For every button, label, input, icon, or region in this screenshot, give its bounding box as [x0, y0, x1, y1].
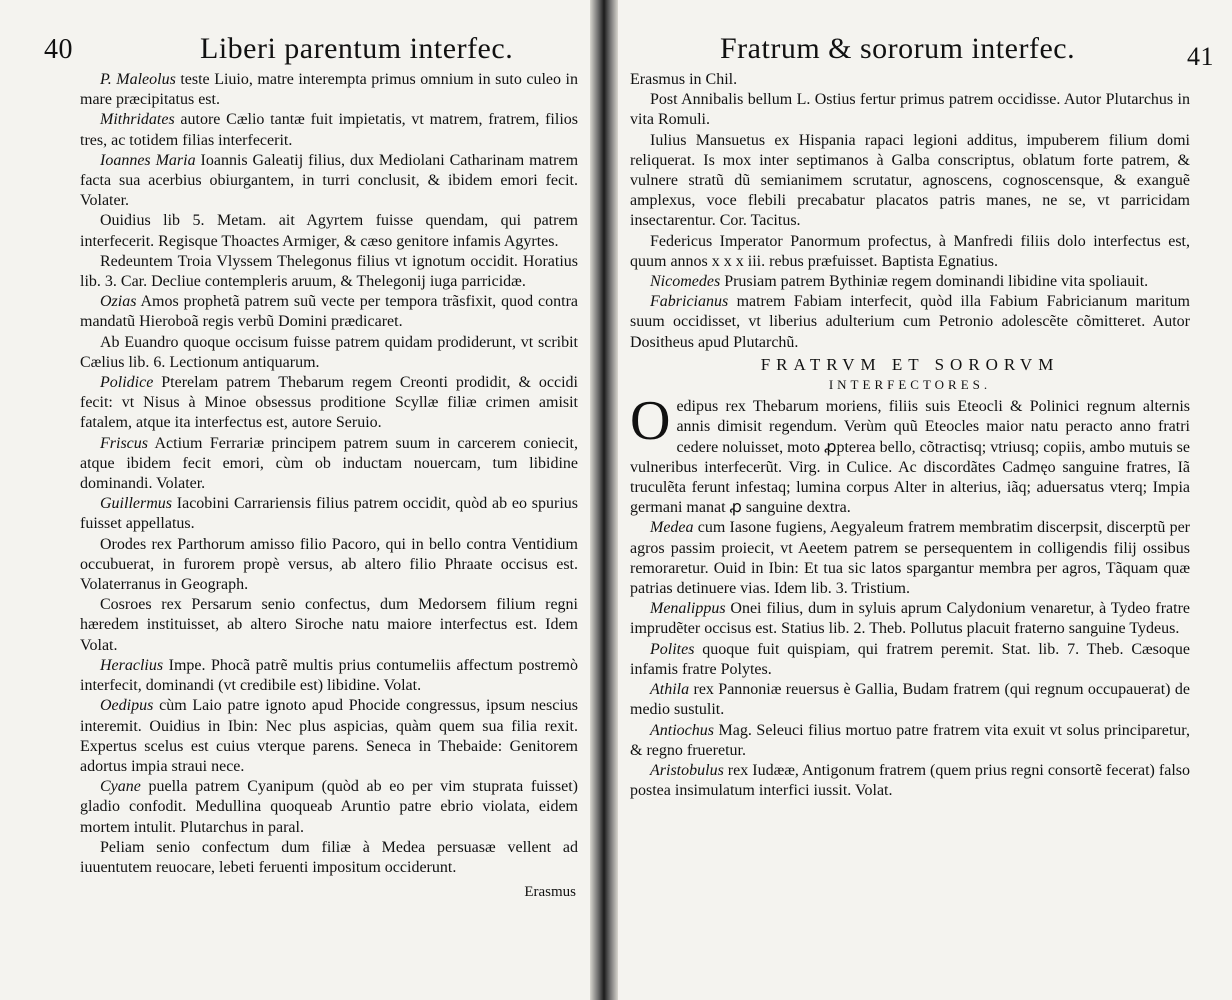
paragraph-text: Peliam senio confectum dum filiæ à Medea persuasæ vellent ad iuuentutem reuocare, lebeti feruenti impositum occiderunt. [80, 838, 578, 876]
paragraph [630, 292, 1190, 353]
paragraph [80, 595, 578, 656]
paragraph [630, 232, 1190, 272]
paragraph-text: Iulius Mansuetus ex Hispania rapaci legioni additus, impuberem filium domi reliquerat. Is mox inter septimanos à Galba conscriptus, oblatum forte patrem, & vulnere stratũ dũ semianimem scrutatur, agnoscens, cognoscensque, & exanguẽ amplexus, voce flebili precabatur placatos patris manes, ne se, vt parricidam insectarentur. Cor. Tacitus. [630, 131, 1190, 230]
paragraph-lead-name: Fabricianus [650, 293, 729, 311]
paragraph-text: Orodes rex Parthorum amisso filio Pacoro, qui in bello contra Ventidium occubuerat, in furorem propè versus, ab altero filio Phraate occisus est. Volaterranus in Geograph. [80, 535, 578, 594]
paragraph [80, 373, 578, 434]
paragraph-lead-name: Athila [650, 681, 690, 699]
right-page-body [630, 70, 1190, 801]
paragraph-text: teste Liuio, matre interempta primus omnium in suto culeo in mare præcipitatus est. [80, 71, 578, 109]
paragraph-text: rex Pannoniæ reuersus è Gallia, Budam fratrem (qui regnum occupauerat) de medio sustulit. [630, 681, 1190, 719]
paragraph [630, 131, 1190, 232]
paragraph-lead-name: Medea [650, 519, 694, 537]
paragraph-text: Cosroes rex Persarum senio confectus, dum Medorsem filium regni hæredem instituisset, ab altero Siroche natu maiore interfectus est. Idem Volat. [80, 596, 578, 654]
paragraph [80, 838, 578, 878]
paragraph-text: Ab Euandro quoque occisum fuisse patrem quidam prodiderunt, vt scribit Cælius lib. 6. Lectionum antiquarum. [80, 333, 578, 371]
paragraph [80, 70, 578, 110]
first-paragraph-text: edipus rex Thebarum moriens, filiis suis Eteocli & Polinici regnum alternis annis dimisit regendum. Verùm quũ Eteocles maior natu peracto anno fratri cedere noluisset, moto ꝓpterea bello, cõtractisq; vtriusq; copiis, ambo mutuis se vulneribus interfecerũt. Virg. in Culice. Ac discordãtes Cadmęo sanguine fratres, Iã truculẽta ferunt infestaq; lumina corpus Alter in alterius, iãq; aduersatus vterq; Impia germani manat ꝓ sanguine dextra. [630, 398, 1190, 517]
paragraph-lead-name: Mithridates [100, 111, 175, 129]
paragraph-text: Actium Ferrariæ principem patrem suum in carcerem coniecit, atque ibidem fecit emori, cùm ob inductam nouercam, tum libidine dominandi. Volater. [80, 434, 578, 493]
left-header [44, 32, 578, 70]
paragraph-lead-name: Heraclius [100, 656, 164, 674]
left-page [0, 0, 590, 1000]
paragraph-text: Mag. Seleuci filius mortuo patre fratrem vita exuit vt solus principaretur, & regno frueretur. [630, 721, 1190, 759]
left-page-number: 40 [44, 34, 73, 65]
paragraph [630, 721, 1190, 761]
paragraph-text: Ouidius lib 5. Metam. ait Agyrtem fuisse quendam, qui patrem interfecerit. Regisque Thoactes Armiger, & cæso genitore infamis Agyrtes. [80, 212, 578, 250]
paragraph-text: cùm Laio patre ignoto apud Phocide congressus, ipsum nescius interemit. Ouidius in Ibin: Nec plus aspicias, quàm quem sua filia rexit. Expertus scelus est cuius vterque parens. Seneca in Thebaide: Genitorem adortus impia straui nece. [80, 697, 578, 775]
paragraph-lead-name: Ozias [100, 293, 137, 311]
drop-capital: O [630, 390, 671, 453]
paragraph-lead-name: Cyane [100, 778, 141, 796]
paragraph-text: rex Iudææ, Antigonum fratrem (quem prius regni consortẽ fecerat) falso postea insimulatum interfici iussit. Volat. [630, 761, 1190, 800]
paragraph-text: Erasmus in Chil. [630, 71, 738, 88]
paragraph-text: puella patrem Cyanipum (quòd ab eo per vim stuprata fuisset) gladio confodit. Medullina quoqueab Aruntio patre ebrio violata, eidem mortem intulit. Plutarchus in paral. [80, 778, 578, 836]
right-header [630, 32, 1214, 71]
paragraph-text: Iacobini Carrariensis filius patrem occidit, quòd ab eo spurius fuisset appellatus. [80, 495, 578, 533]
paragraph-text: quoque fuit quispiam, qui fratrem peremit. Stat. lib. 7. Theb. Cæsoque infamis fratre Polytes. [630, 640, 1190, 678]
paragraph [80, 494, 578, 534]
right-page-number: 41 [1187, 42, 1214, 71]
paragraph [630, 518, 1190, 599]
paragraph-text: Amos prophetã patrem suũ vecte per tempora trãsfixit, quod contra mandatũ Hieroboã regis verbũ Domini prædicaret. [80, 293, 578, 331]
paragraph-lead-name: Oedipus [100, 697, 154, 715]
paragraph-lead-name: Menalippus [650, 600, 726, 618]
left-running-title: Liberi parentum interfec. [200, 32, 514, 65]
paragraph-text: Post Annibalis bellum L. Ostius fertur primus patrem occidisse. Autor Plutarchus in vita Romuli. [630, 91, 1190, 129]
section-subtitle: INTERFECTORES. [828, 377, 992, 393]
paragraph-lead-name: Guillermus [100, 495, 172, 513]
right-page [618, 0, 1232, 1000]
paragraph [80, 333, 578, 373]
left-page-body [80, 70, 578, 878]
paragraph [80, 252, 578, 292]
paragraph-text: Pterelam patrem Thebarum regem Creonti prodidit, & occidi fecit: vt Nisus à Minoe obsessus proditione Scyllæ filiæ crimen amisit fatalem, atque ita interfectus est, autore Seruio. [80, 374, 578, 432]
book-gutter [590, 0, 618, 1000]
paragraph-text: Impe. Phocã patrẽ multis prius contumeliis affectum postremò interfecit, dominandi (vt credibile est) libidine. Volat. [80, 656, 578, 695]
paragraph-lead-name: Polidice [100, 374, 154, 392]
paragraph-text: autore Cælio tantæ fuit impietatis, vt matrem, fratrem, filios tres, ac totidem filias interfecerit. [80, 111, 578, 149]
paragraph [80, 151, 578, 212]
paragraph-text: matrem Fabiam interfecit, quòd illa Fabium Fabricianum maritum suum occidisset, vt liberius adulterium cum Petronio adolescẽte cõmitteret. Autor Dositheus apud Plutarchũ. [630, 293, 1190, 351]
right-bottom-paragraphs [630, 518, 1190, 801]
paragraph [630, 90, 1190, 130]
paragraph-text: Redeuntem Troia Vlyssem Thelegonus filius vt ignotum occidit. Horatius lib. 3. Car. Decliue contempleris aruum, & Thelegonij iuga parricidæ. [80, 252, 578, 291]
section-title: FRATRVM ET SORORVM [760, 354, 1060, 374]
paragraph-text: Onei filius, dum in syluis aprum Calydonium venaretur, à Tydeo fratre imprudẽter occisus est. Statius lib. 2. Theb. Pollutus placuit fraterno sanguine Tydeus. [630, 600, 1190, 638]
paragraph [630, 680, 1190, 720]
paragraph [80, 434, 578, 495]
catchword: Erasmus [524, 884, 576, 901]
paragraph-lead-name: Polites [650, 640, 695, 658]
right-running-title: Fratrum & sororum interfec. [720, 32, 1076, 65]
paragraph-text: Ioannis Galeatij filius, dux Mediolani Catharinam matrem facta sua acerbius obiurgantem, in turri conclusit, & ibidem emori fecit. Volater. [80, 151, 579, 210]
paragraph-text: cum Iasone fugiens, Aegyaleum fratrem membratim discerpsit, discerptũ per agros passim proiecit, vt Aeetem patrem se persequentem in colligendis filij ossibus remoraretur. Ouid in Ibin: Et tua sic latos spargantur membra per agros, Tãquam quæ patrias detinuere vias. Idem lib. 3. Tristium. [630, 519, 1190, 598]
paragraph-text: Prusiam patrem Bythiniæ regem dominandi libidine vita spoliauit. [720, 273, 1149, 291]
paragraph [630, 599, 1190, 639]
paragraph-lead-name: Aristobulus [650, 761, 724, 779]
paragraph [80, 292, 578, 332]
paragraph [630, 70, 1190, 90]
paragraph [630, 272, 1190, 292]
right-top-paragraphs [630, 70, 1190, 353]
paragraph [630, 761, 1190, 801]
paragraph-lead-name: Ioannes Maria [100, 151, 196, 169]
paragraph [80, 656, 578, 696]
section-first-paragraph [630, 390, 1190, 518]
paragraph [80, 535, 578, 596]
paragraph-lead-name: Nicomedes [650, 273, 721, 291]
paragraph [80, 696, 578, 777]
paragraph [80, 110, 578, 150]
paragraph [80, 211, 578, 251]
paragraph-lead-name: Antiochus [650, 721, 714, 739]
paragraph-text: Federicus Imperator Panormum profectus, à Manfredi filiis dolo interfectus est, quum annos x x x iii. rebus præfuisset. Baptista Egnatius. [630, 232, 1190, 270]
paragraph [630, 640, 1190, 680]
paragraph [80, 777, 578, 838]
paragraph-lead-name: Friscus [100, 434, 148, 452]
paragraph-lead-name: P. Maleolus [100, 71, 176, 88]
